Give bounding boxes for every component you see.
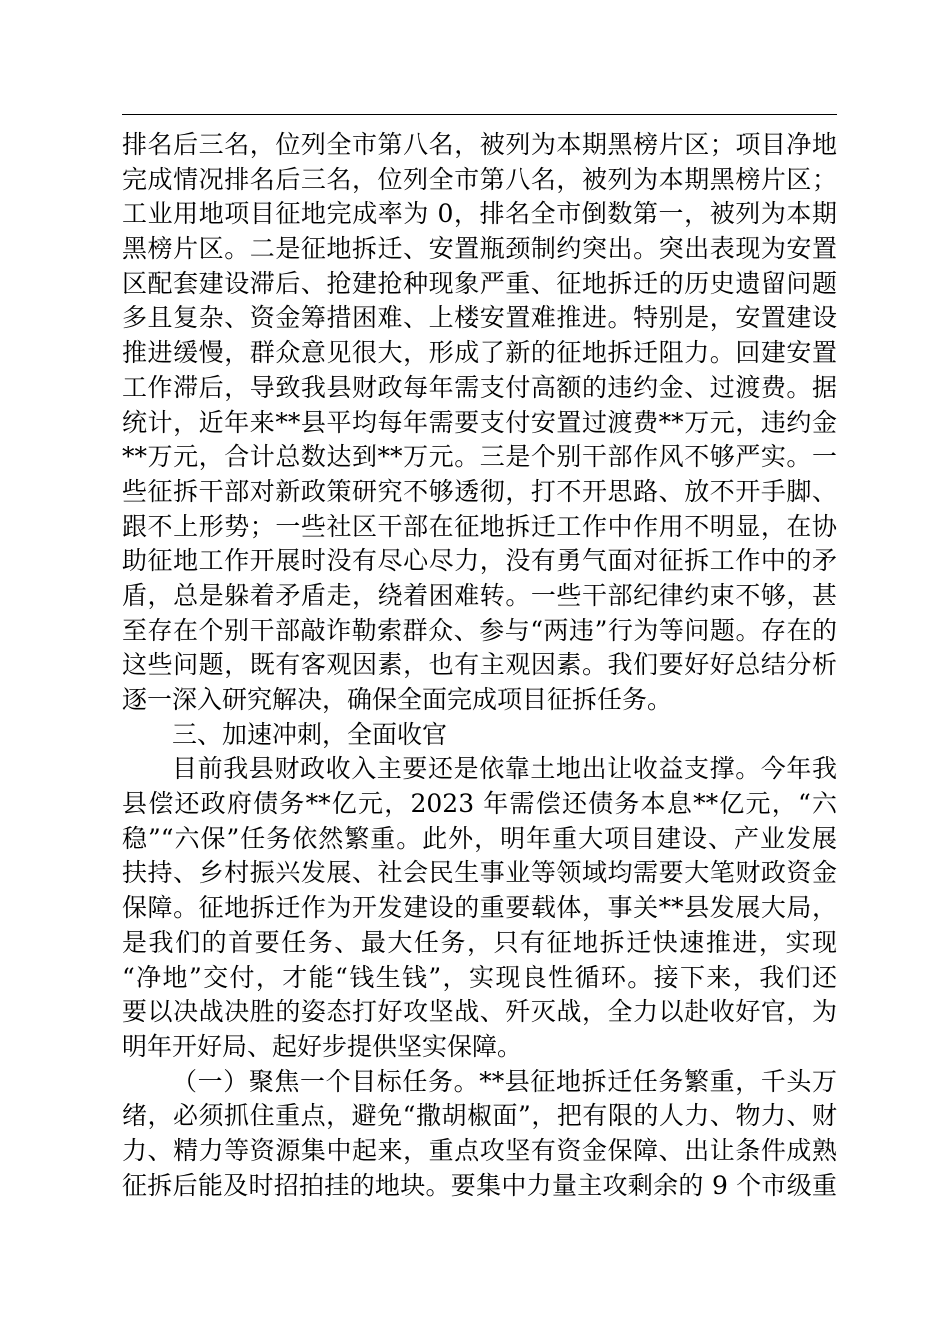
text-line: 这些问题，既有客观因素，也有主观因素。我们要好好总结分析 — [122, 650, 837, 680]
text-line: 明年开好局、起好步提供坚实保障。 — [122, 1031, 523, 1061]
subsection-line: （一）聚焦一个目标任务。**县征地拆迁任务繁重，千头万 — [172, 1066, 837, 1096]
text-line: 县偿还政府债务**亿元，2023 年需偿还债务本息**亿元，“六 — [122, 789, 837, 819]
text-line: 助征地工作开展时没有尽心尽力，没有勇气面对征拆工作中的矛 — [122, 546, 837, 576]
text-line: 工业用地项目征地完成率为 0，排名全市倒数第一，被列为本期 — [122, 199, 837, 229]
text-line: 盾，总是躲着矛盾走，绕着困难转。一些干部纪律约束不够，甚 — [122, 580, 837, 610]
text-line: **万元，合计总数达到**万元。三是个别干部作风不够严实。一 — [122, 442, 837, 472]
text-line: 跟不上形势；一些社区干部在征地拆迁工作中作用不明显，在协 — [122, 511, 837, 541]
text-line: 黑榜片区。二是征地拆迁、安置瓶颈制约突出。突出表现为安置 — [122, 234, 837, 264]
text-line: 些征拆干部对新政策研究不够透彻，打不开思路、放不开手脚、 — [122, 476, 837, 506]
text-line: 工作滞后，导致我县财政每年需支付高额的违约金、过渡费。据 — [122, 372, 837, 402]
text-line: 区配套建设滞后、抢建抢种现象严重、征地拆迁的历史遗留问题 — [122, 268, 837, 298]
text-line: 绪，必须抓住重点，避免“撒胡椒面”，把有限的人力、物力、财 — [122, 1101, 837, 1131]
text-line: 力、精力等资源集中起来，重点攻坚有资金保障、出让条件成熟 — [122, 1135, 837, 1165]
text-line: 至存在个别干部敲诈勒索群众、参与“两违”行为等问题。存在的 — [122, 615, 837, 645]
text-line: “净地”交付，才能“钱生钱”，实现良性循环。接下来，我们还 — [122, 962, 837, 992]
section-heading: 三、加速冲刺，全面收官 — [172, 719, 448, 749]
text-line: 稳”“六保”任务依然繁重。此外，明年重大项目建设、产业发展 — [122, 823, 837, 853]
text-line: 多且复杂、资金筹措困难、上楼安置难推进。特别是，安置建设 — [122, 303, 837, 333]
text-line: 目前我县财政收入主要还是依靠土地出让收益支撑。今年我 — [172, 754, 837, 784]
text-line: 排名后三名，位列全市第八名，被列为本期黑榜片区；项目净地 — [122, 130, 837, 159]
text-line: 保障。征地拆迁作为开发建设的重要载体，事关**县发展大局， — [122, 893, 837, 923]
text-line: 扶持、乡村振兴发展、社会民生事业等领域均需要大笔财政资金 — [122, 858, 837, 888]
text-line: 是我们的首要任务、最大任务，只有征地拆迁快速推进，实现 — [122, 927, 837, 957]
text-line: 完成情况排名后三名，位列全市第八名，被列为本期黑榜片区； — [122, 164, 837, 194]
document-body — [122, 128, 837, 1203]
header-rule — [122, 114, 837, 115]
text-line: 逐一深入研究解决，确保全面完成项目征拆任务。 — [122, 685, 673, 714]
text-line: 统计，近年来**县平均每年需要支付安置过渡费**万元，违约金 — [122, 407, 837, 437]
text-line: 要以决战决胜的姿态打好攻坚战、歼灭战，全力以赴收好官，为 — [122, 997, 837, 1027]
text-line: 征拆后能及时招拍挂的地块。要集中力量主攻剩余的 9 个市级重 — [122, 1170, 837, 1200]
text-line: 推进缓慢，群众意见很大，形成了新的征地拆迁阻力。回建安置 — [122, 338, 837, 368]
